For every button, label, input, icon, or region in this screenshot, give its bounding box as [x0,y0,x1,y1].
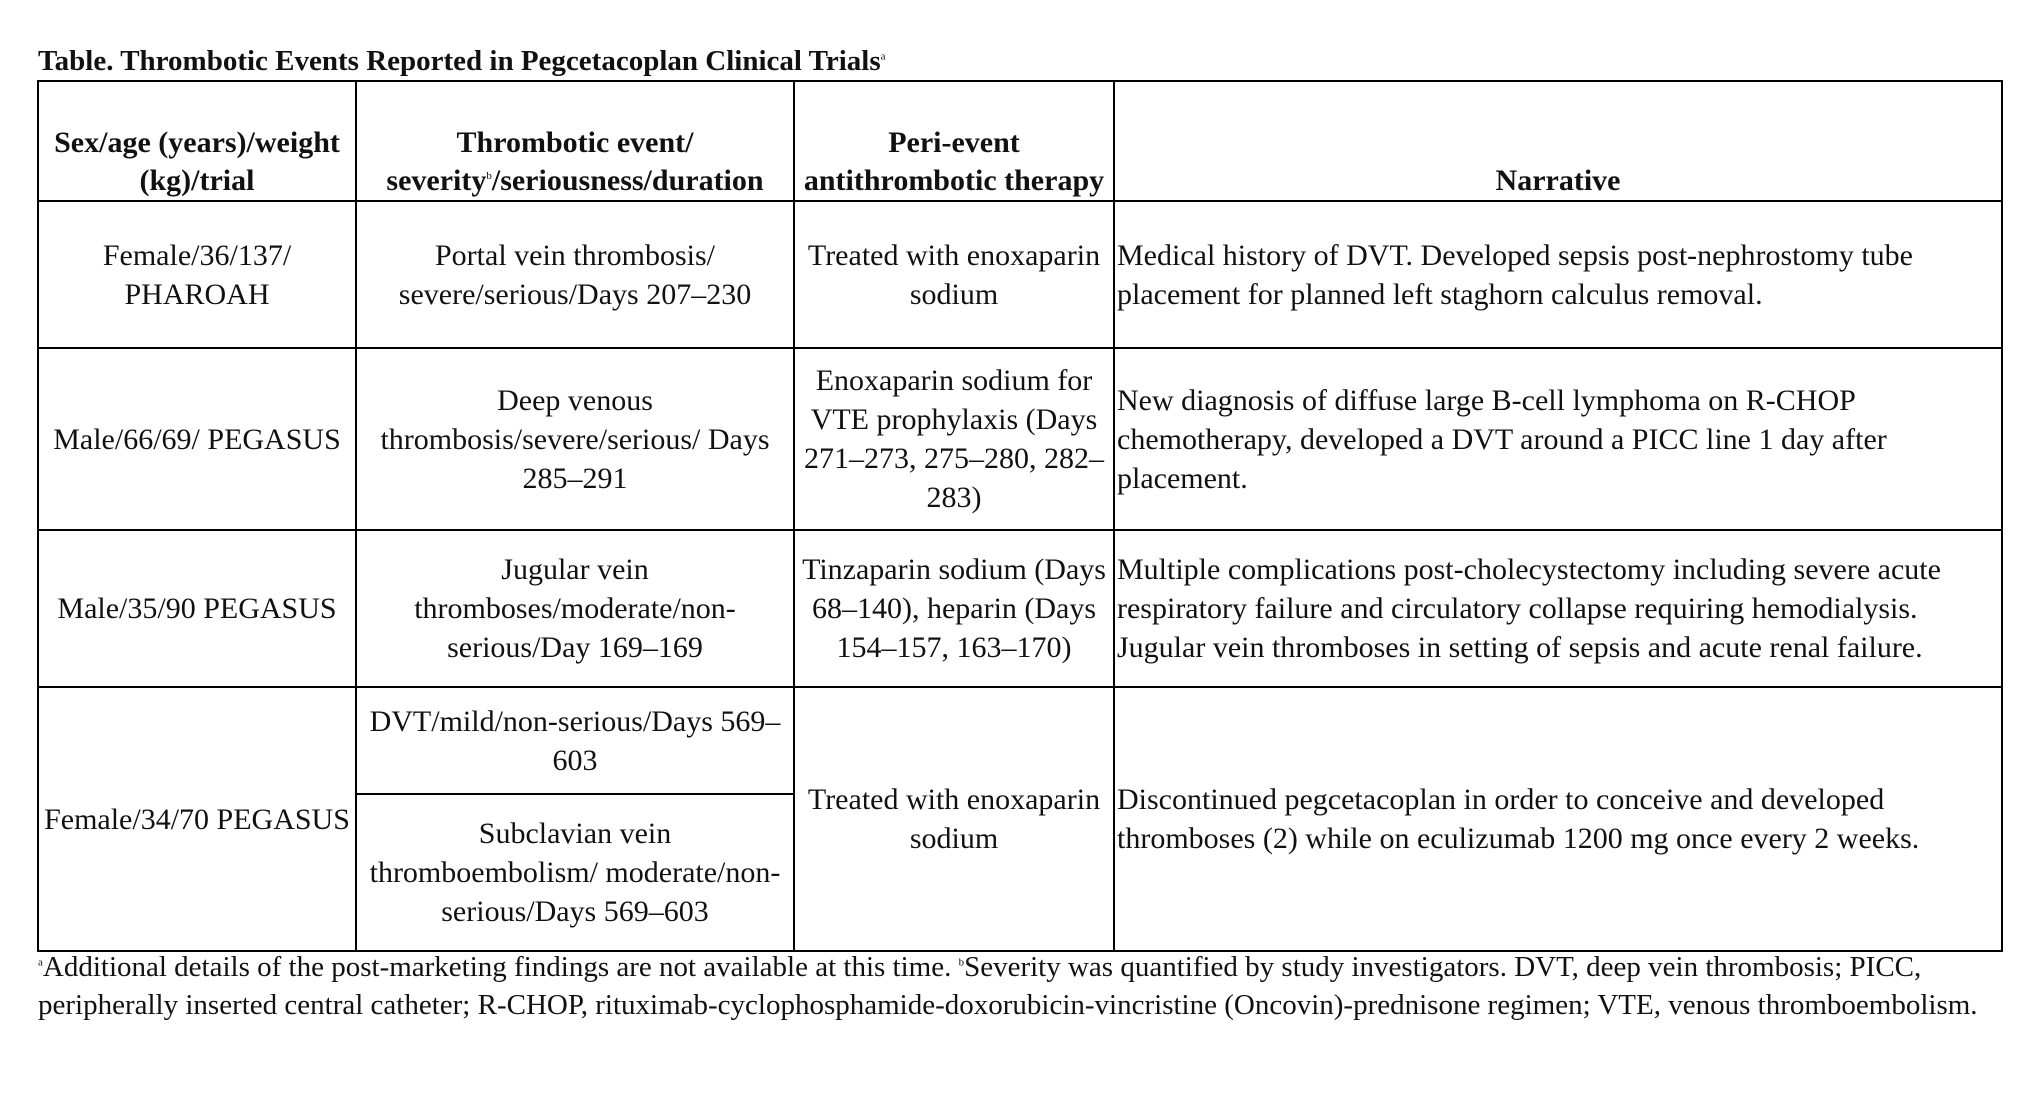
footnote-text-b: Severity was quantified by study investigators. DVT, deep vein thrombosis; PICC, peripherally inserted central catheter; R-CHOP, rituximab-cyclophosphamide-doxorubicin-vincristine (Oncovin)-prednisone regimen; VTE, venous thromboembolism. [38,951,1978,1021]
table-row [38,201,2002,348]
table-title-text: Table. Thrombotic Events Reported in Pegcetacoplan Clinical Trials [38,45,881,77]
thrombotic-events-table [37,80,2003,952]
cell-event: Jugular vein thromboses/moderate/non-serious/Day 169–169 [356,530,794,687]
footnote-text-a: Additional details of the post-marketing findings are not available at this time. [42,951,959,983]
header-patient: Sex/age (years)/weight (kg)/trial [38,81,356,201]
table-title [38,44,886,78]
cell-patient: Male/35/90 PEGASUS [38,530,356,687]
table-footnote [38,948,1998,1024]
cell-event: Deep venous thrombosis/severe/serious/ Days 285–291 [356,348,794,530]
cell-therapy: Treated with enoxaparin sodium [794,687,1114,951]
cell-event: DVT/mild/non-serious/Days 569–603 [356,687,794,794]
header-therapy: Peri-event antithrombotic therapy [794,81,1114,201]
table-title-footnote-marker: a [880,50,886,63]
table-row [38,348,2002,530]
cell-event: Portal vein thrombosis/ severe/serious/Days 207–230 [356,201,794,348]
table-header-row [38,81,2002,201]
cell-narrative: Medical history of DVT. Developed sepsis post-nephrostomy tube placement for planned left staghorn calculus removal. [1114,201,2002,348]
cell-therapy: Enoxaparin sodium for VTE prophylaxis (Days 271–273, 275–280, 282–283) [794,348,1114,530]
cell-patient: Male/66/69/ PEGASUS [38,348,356,530]
cell-event: Subclavian vein thromboembolism/ moderate/non-serious/Days 569–603 [356,794,794,951]
header-event-post: /seriousness/duration [491,164,764,197]
table-row [38,687,2002,794]
header-event-pre: Thrombotic event/ severity [386,126,694,197]
cell-patient: Female/36/137/ PHAROAH [38,201,356,348]
cell-narrative: New diagnosis of diffuse large B-cell lymphoma on R-CHOP chemotherapy, developed a DVT around a PICC line 1 day after placement. [1114,348,2002,530]
cell-narrative: Multiple complications post-cholecystectomy including severe acute respiratory failure and circulatory collapse requiring hemodialysis. Jugular vein thromboses in setting of sepsis and acute renal failure. [1114,530,2002,687]
header-event [356,81,794,201]
header-event-footnote-marker: b [486,170,492,182]
footnote-marker-b: b [958,956,965,969]
cell-patient: Female/34/70 PEGASUS [38,687,356,951]
footnote-marker-a: a [38,956,43,969]
table-row [38,530,2002,687]
cell-narrative: Discontinued pegcetacoplan in order to conceive and developed thromboses (2) while on eculizumab 1200 mg once every 2 weeks. [1114,687,2002,951]
cell-therapy: Treated with enoxaparin sodium [794,201,1114,348]
cell-therapy: Tinzaparin sodium (Days 68–140), heparin (Days 154–157, 163–170) [794,530,1114,687]
header-narrative: Narrative [1114,81,2002,201]
